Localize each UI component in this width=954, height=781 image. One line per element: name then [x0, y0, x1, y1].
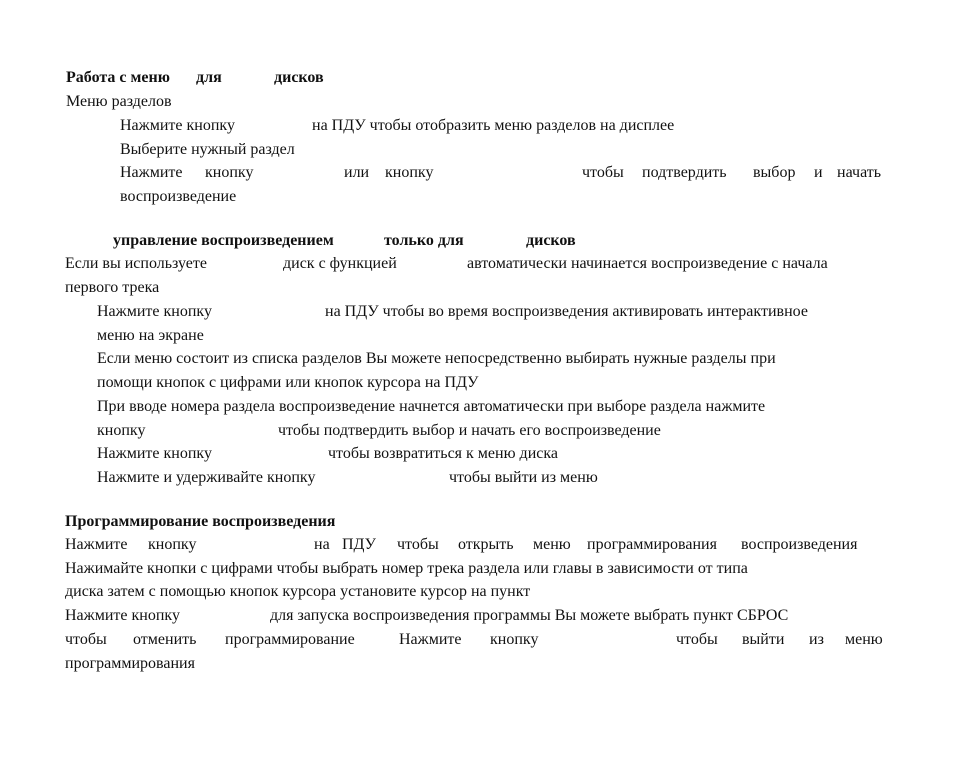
- section-3-line-2: Нажимайте кнопки с цифрами чтобы выбрать номер трека раздела или главы в зависимости от типа: [65, 560, 748, 577]
- section-2-p1-cont: первого трека: [65, 279, 160, 296]
- section-2-item-1-cont: меню на экране: [97, 327, 204, 344]
- section-3-line-6: программирования: [65, 655, 195, 672]
- section-2-item-2-cont: помощи кнопок с цифрами или кнопок курсора на ПДУ: [97, 374, 479, 391]
- section-1-item-2: Выберите нужный раздел: [120, 141, 295, 158]
- section-2-item-2: Если меню состоит из списка разделов Вы можете непосредственно выбирать нужные разделы при: [97, 350, 776, 367]
- section-3-line-3: диска затем с помощью кнопок курсора установите курсор на пункт: [65, 583, 531, 600]
- section-2-item-3: При вводе номера раздела воспроизведение начнется автоматически при выборе раздела нажмите: [97, 398, 766, 415]
- section-3-title: Программирование воспроизведения: [65, 513, 336, 530]
- section-1-item-3-cont: воспроизведение: [120, 188, 237, 205]
- section-1-subtitle: Меню разделов: [66, 93, 172, 110]
